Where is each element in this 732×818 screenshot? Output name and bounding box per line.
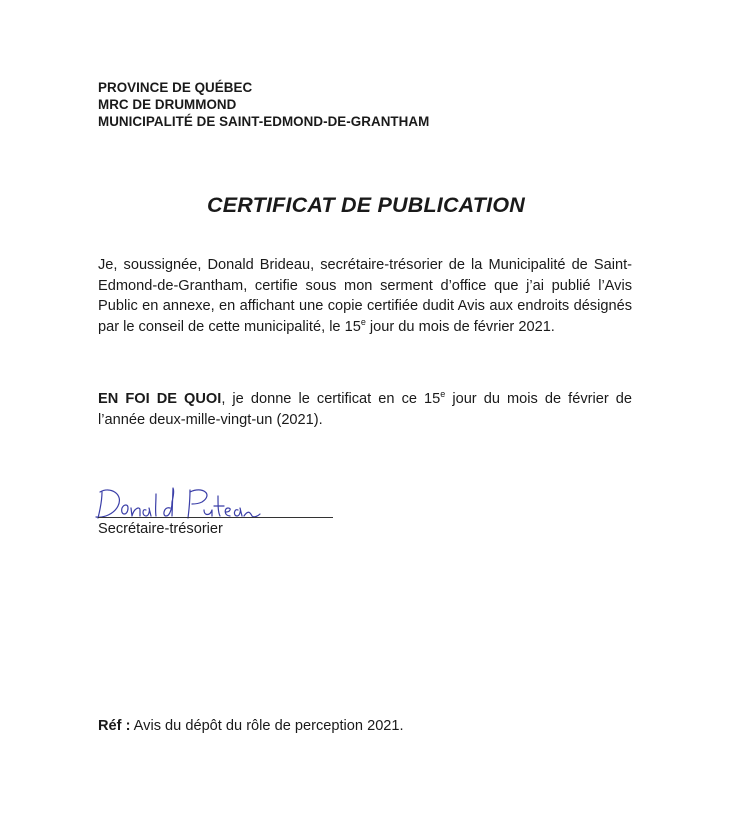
certification-paragraph [98, 255, 632, 337]
paragraph1-ordinal: e [360, 316, 366, 327]
reference-text: Avis du dépôt du rôle de perception 2021. [130, 718, 404, 734]
witness-lead: EN FOI DE QUOI [98, 391, 222, 407]
document-header [98, 79, 429, 130]
signature-line [98, 517, 333, 518]
paragraph2-ordinal: e [440, 389, 446, 399]
handwritten-signature [94, 480, 339, 520]
document-title [0, 193, 732, 218]
reference-label: Réf : [98, 718, 131, 734]
reference-line [98, 718, 404, 734]
paragraph1-text-end: jour du mois de février 2021. [365, 318, 555, 335]
paragraph2-text-end: jour du mois de février de l’année deux-mille-vingt-un (2021). [98, 391, 632, 428]
header-province: PROVINCE DE QUÉBEC [98, 80, 253, 95]
paragraph2-text: , je donne le certificat en ce 15 [221, 391, 441, 407]
header-mrc: MRC DE DRUMMOND [98, 97, 237, 112]
signatory-title: Secrétaire-trésorier [98, 521, 223, 537]
witness-paragraph [98, 389, 632, 430]
paragraph1-text: Je, soussignée, Donald Brideau, secrétaire-trésorier de la Municipalité de Saint-Edmond-de-Grantham, certifie sous mon serment d’office que j’ai publié l’Avis Public en annexe, en affichant une copie certifiée dudit Avis aux endroits désignés par le conseil de cette municipalité, le 15 [98, 257, 632, 335]
document-title-text: CERTIFICAT DE PUBLICATION [207, 193, 525, 217]
header-municipality: MUNICIPALITÉ DE SAINT-EDMOND-DE-GRANTHAM [98, 114, 430, 129]
